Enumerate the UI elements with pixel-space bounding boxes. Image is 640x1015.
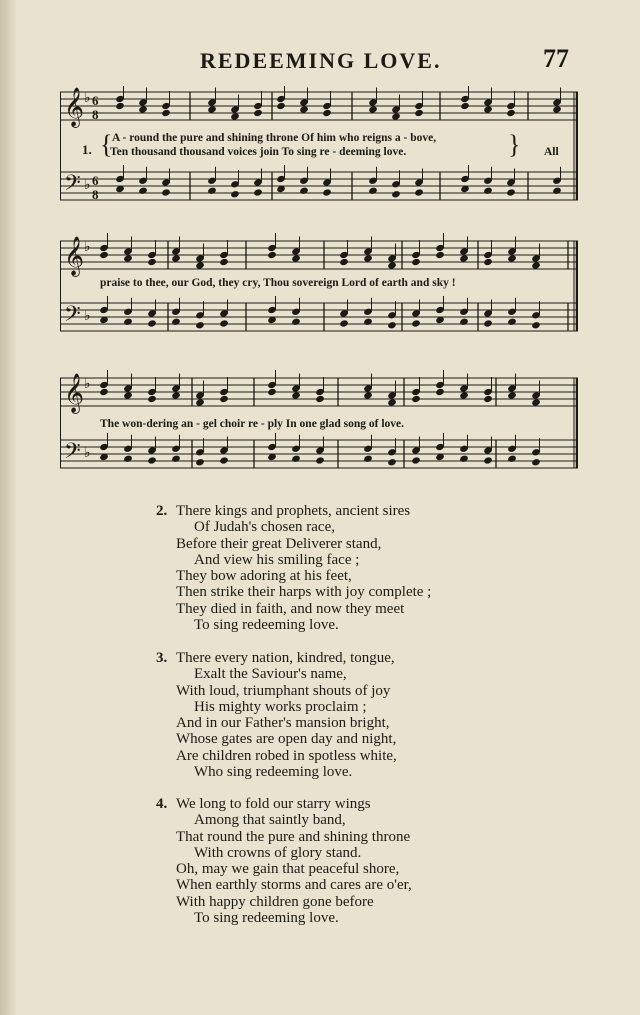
svg-text:♭: ♭: [84, 446, 91, 461]
stanza-line: Oh, may we gain that peaceful shore,: [176, 861, 400, 878]
stanza-line: That round the pure and shining throne: [176, 828, 411, 845]
stanza-line: His mighty works proclaim ;: [194, 698, 367, 715]
stanza-line: With loud, triumphant shouts of joy: [176, 682, 391, 699]
svg-text:♭: ♭: [84, 309, 91, 324]
stanza-line: They bow adoring at his feet,: [176, 568, 352, 585]
svg-text:𝄞: 𝄞: [64, 87, 85, 127]
stanza-line: Of Judah's chosen race,: [194, 519, 335, 536]
stanza-line: Then strike their harps with joy complete ;: [176, 584, 432, 601]
stanza-line: With crowns of glory stand.: [194, 844, 362, 861]
music-system-2: [60, 233, 578, 343]
hymn-title: REDEEMING LOVE.: [200, 48, 442, 73]
svg-text:8: 8: [92, 187, 99, 202]
stanza-3: [156, 650, 397, 780]
svg-text:𝄢: 𝄢: [64, 302, 81, 332]
stanza-line: Among that saintly band,: [194, 812, 346, 829]
stanza-line: And in our Father's mansion bright,: [176, 715, 390, 732]
page-edge: [0, 0, 16, 1015]
stanza-line: Are children robed in spotless white,: [176, 747, 397, 764]
stanza-line: Who sing redeeming love.: [194, 764, 353, 781]
stanza-line: We long to fold our starry wings: [176, 796, 371, 812]
stanza-line: To sing redeeming love.: [194, 910, 339, 927]
lyric-line-2: Ten thousand thousand voices join To sing re - deeming love.: [110, 146, 407, 158]
stanza-4: [156, 796, 412, 926]
stanza-line: There kings and prophets, ancient sires: [176, 503, 411, 519]
stanza-line: To sing redeeming love.: [194, 617, 339, 634]
stanza-line: When earthly storms and cares are o'er,: [176, 877, 412, 894]
svg-text:𝄞: 𝄞: [64, 373, 85, 413]
stanza-line: They died in faith, and now they meet: [176, 600, 405, 617]
svg-text:8: 8: [92, 107, 99, 122]
lyric-brace-right: }: [508, 130, 521, 159]
svg-text:6: 6: [92, 93, 99, 108]
stanza-2: [156, 503, 431, 633]
svg-text:6: 6: [92, 173, 99, 188]
stanza-number: 2.: [156, 503, 168, 519]
stanza-line: Whose gates are open day and night,: [176, 731, 397, 748]
lyric-brace: {: [100, 130, 113, 159]
page-number: 77: [543, 44, 569, 73]
svg-text:♭: ♭: [84, 178, 91, 193]
stanza-number: 3.: [156, 650, 168, 666]
stanza-line: With happy children gone before: [176, 893, 374, 910]
svg-text:𝄢: 𝄢: [64, 439, 81, 469]
music-system-1: [60, 86, 578, 206]
stanza-number: 4.: [156, 796, 168, 812]
music-system-3: [60, 370, 578, 480]
stanza-line: Before their great Deliverer stand,: [176, 535, 382, 552]
page-header: [0, 44, 640, 74]
svg-text:♭: ♭: [84, 91, 91, 106]
lyric-all: All: [544, 146, 559, 158]
stanza-line: There every nation, kindred, tongue,: [176, 650, 395, 666]
stanza-line: And view his smiling face ;: [194, 551, 360, 568]
lyric-line-3: praise to thee, our God, they cry, Thou sovereign Lord of earth and sky !: [100, 277, 456, 289]
stanza-line: Exalt the Saviour's name,: [194, 666, 347, 683]
lyric-line-1: A - round the pure and shining throne Of him who reigns a - bove,: [112, 132, 437, 144]
svg-text:♭: ♭: [84, 240, 91, 255]
svg-text:♭: ♭: [84, 377, 91, 392]
verse-number: 1.: [82, 142, 92, 157]
svg-text:𝄢: 𝄢: [64, 171, 81, 201]
lyric-line-4: The won-dering an - gel choir re - ply In one glad song of love.: [100, 418, 405, 430]
svg-text:𝄞: 𝄞: [64, 236, 85, 276]
